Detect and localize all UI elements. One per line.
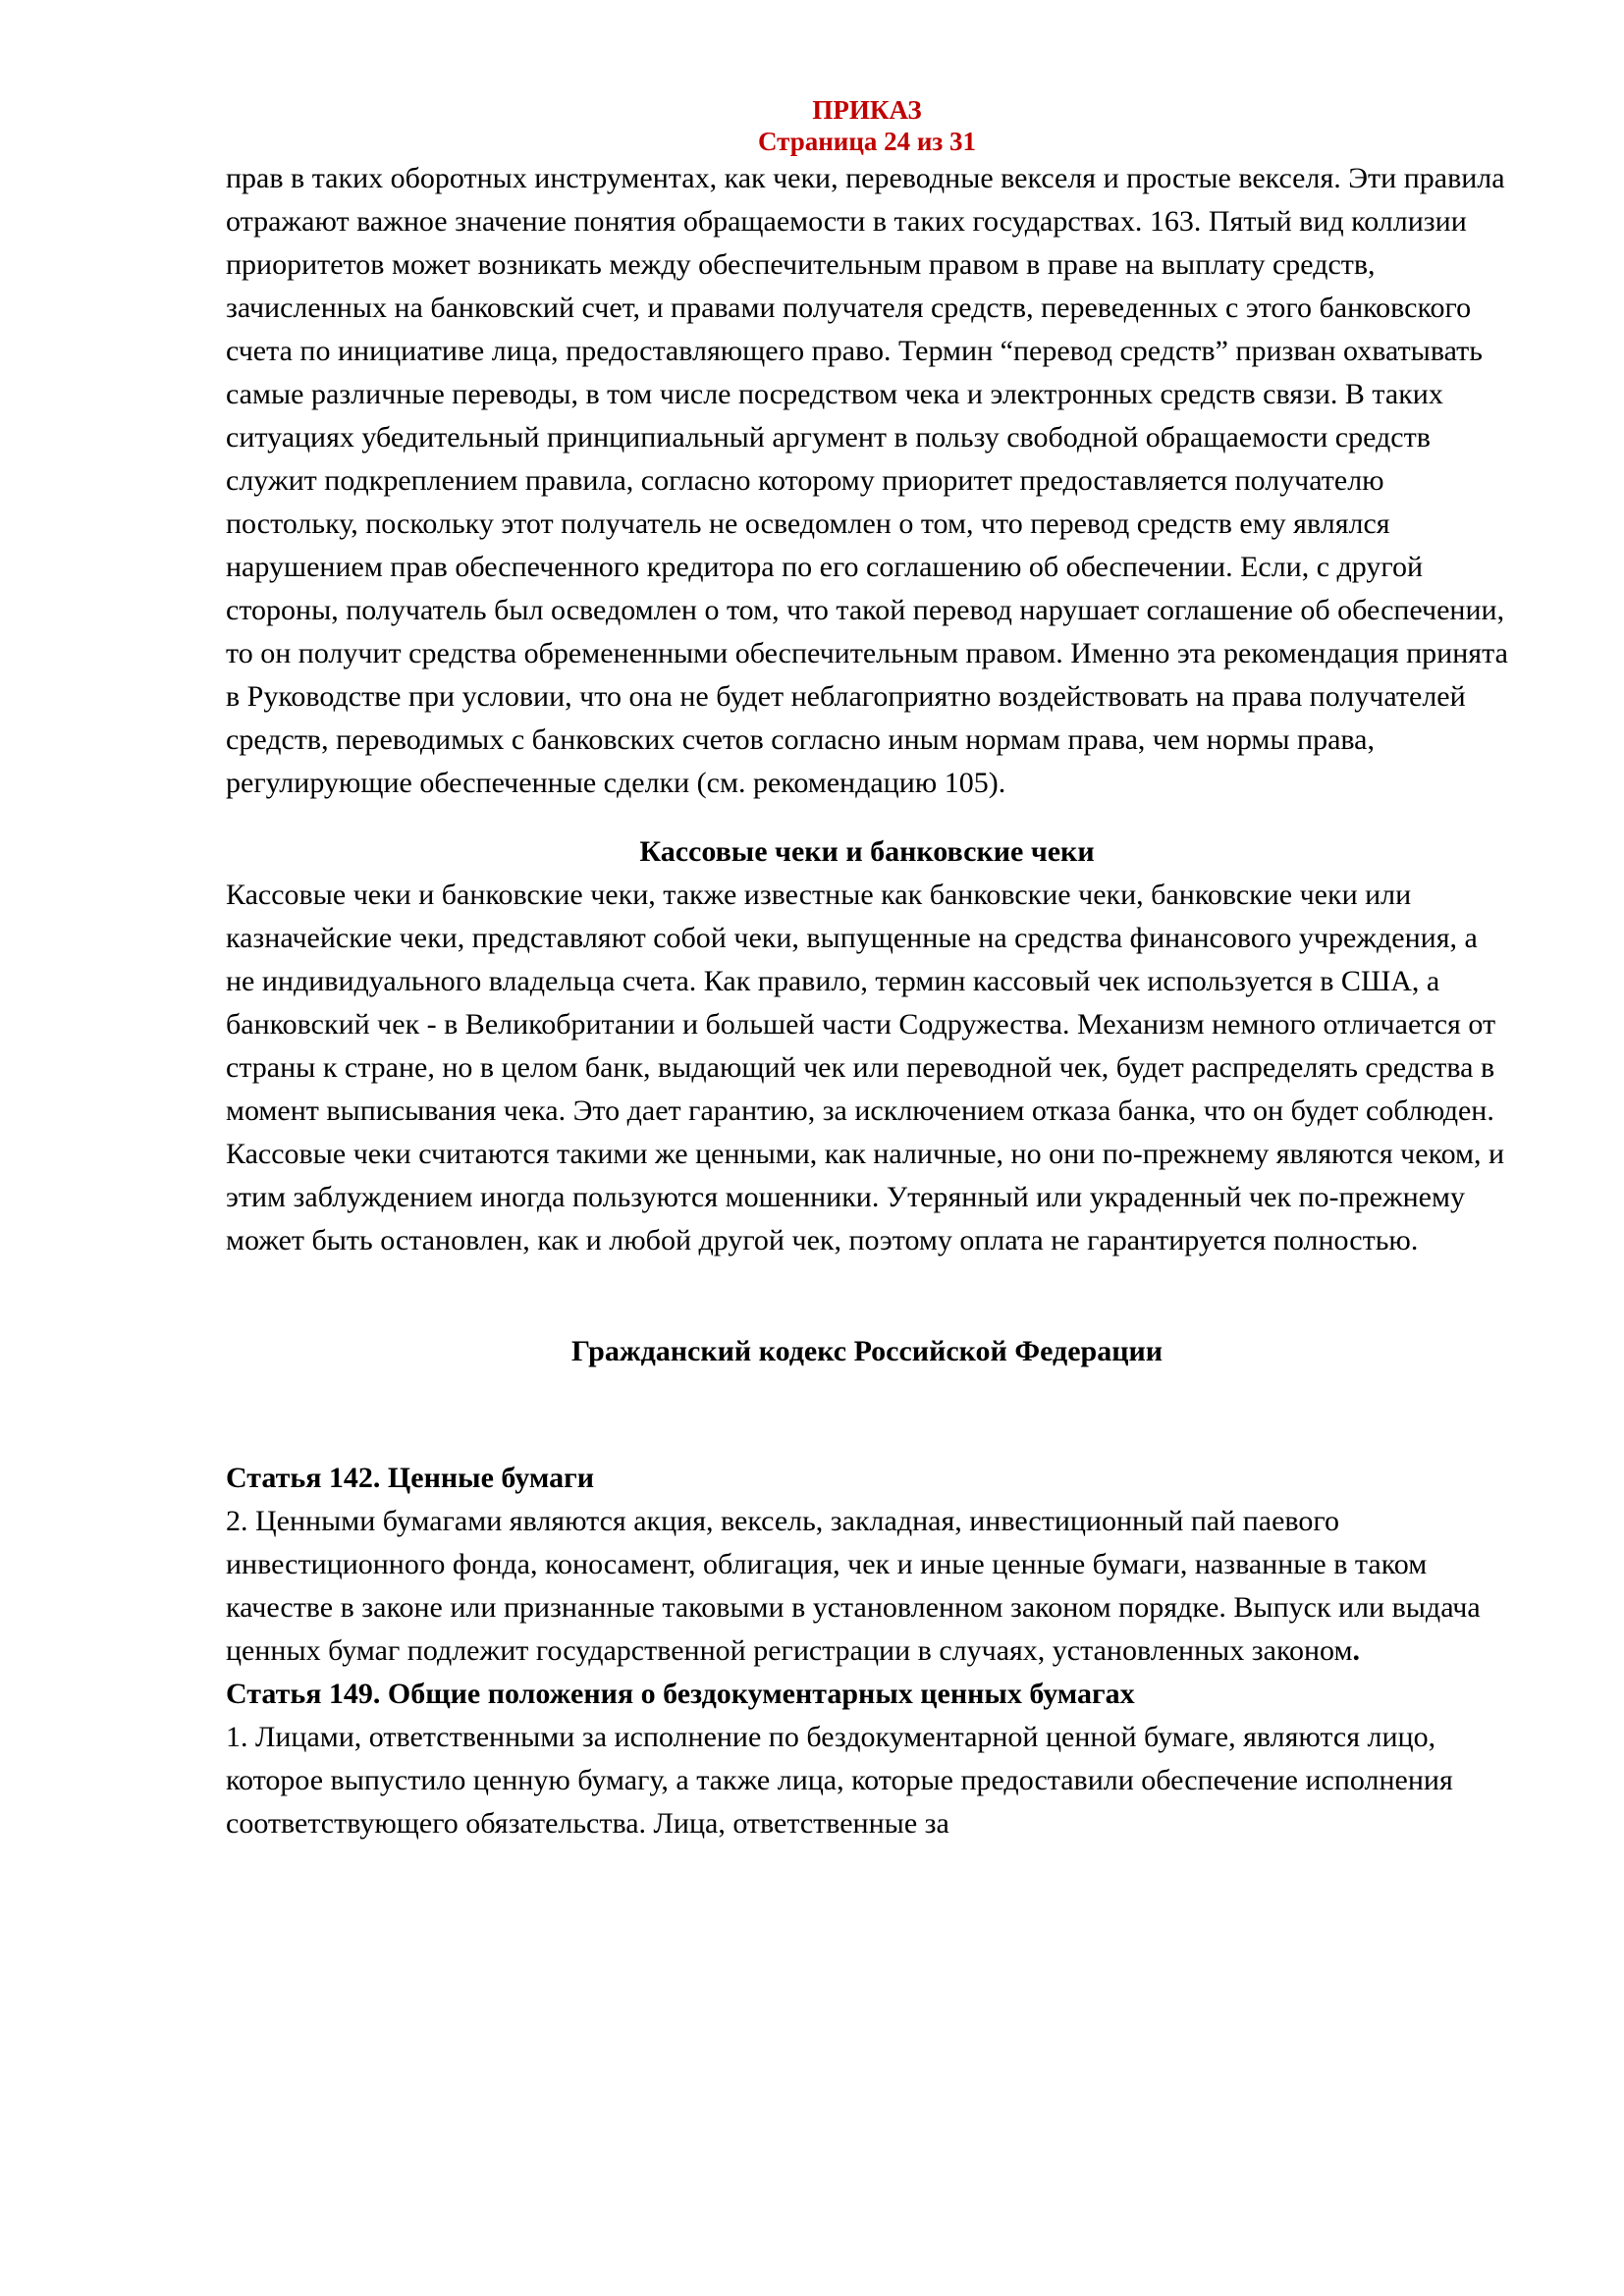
document-body (226, 157, 1508, 1845)
article-142-text-main: 2. Ценными бумагами являются акция, вексель, закладная, инвестиционный пай паевого инвестиционного фонда, коносамент, облигация, чек и иные ценные бумаги, названные в таком качестве в законе или признанные таковыми в установленном законом порядке. Выпуск или выдача ценных бумаг подлежит государственной регистрации в случаях, установленных законом (226, 1505, 1481, 1667)
document-title: ПРИКАЗ (812, 95, 922, 125)
document-header (226, 94, 1508, 157)
article-149-title: Статья 149. Общие положения о бездокументарных ценных бумагах (226, 1678, 1135, 1710)
paragraph-cashier-checks: Кассовые чеки и банковские чеки, также известные как банковские чеки, банковские чеки или казначейские чеки, представляют собой чеки, выпущенные на средства финансового учреждения, а не индивидуального владельца счета. Как правило, термин кассовый чек используется в США, а банковский чек - в Великобритании и большей части Содружества. Механизм немного отличается от страны к стране, но в целом банк, выдающий чек или переводной чек, будет распределять средства в момент выписывания чека. Это дает гарантию, за исключением отказа банка, что он будет соблюден. Кассовые чеки считаются такими же ценными, как наличные, но они по-прежнему являются чеком, и этим заблуждением иногда пользуются мошенники. Утерянный или украденный чек по-прежнему может быть остановлен, как и любой другой чек, поэтому оплата не гарантируется полностью. (226, 879, 1505, 1256)
article-142-bold-period: . (1352, 1634, 1360, 1667)
articles-block (226, 1457, 1508, 1845)
article-149-text: 1. Лицами, ответственными за исполнение по бездокументарной ценной бумаге, являются лицо, которое выпустило ценную бумагу, а также лица, которые предоставили обеспечение исполнения соответствующего обязательства. Лица, ответственные за (226, 1721, 1453, 1840)
paragraph-negotiable-instruments: прав в таких оборотных инструментах, как чеки, переводные векселя и простые векселя. Эти правила отражают важное значение понятия обращаемости в таких государствах. 163. Пятый вид коллизии приоритетов может возникать между обеспечительным правом в праве на выплату средств, зачисленных на банковский счет, и правами получателя средств, переведенных с этого банковского счета по инициативе лица, предоставляющего право. Термин “перевод средств” призван охватывать самые различные переводы, в том числе посредством чека и электронных средств связи. В таких ситуациях убедительный принципиальный аргумент в пользу свободной обращаемости средств служит подкреплением правила, согласно которому приоритет предоставляется получателю постольку, поскольку этот получатель не осведомлен о том, что перевод средств ему являлся нарушением прав обеспеченного кредитора по его соглашению об обеспечении. Если, с другой стороны, получатель был осведомлен о том, что такой перевод нарушает соглашение об обеспечении, то он получит средства обремененными обеспечительным правом. Именно эта рекомендация принята в Руководстве при условии, что она не будет неблагоприятно воздействовать на права получателей средств, переводимых с банковских счетов согласно иным нормам права, чем нормы права, регулирующие обеспеченные сделки (см. рекомендацию 105). (226, 162, 1508, 799)
page-number-indicator: Страница 24 из 31 (757, 127, 977, 156)
heading-civil-code: Гражданский кодекс Российской Федерации (570, 1335, 1164, 1367)
heading-cashier-checks: Кассовые чеки и банковские чеки (639, 835, 1095, 868)
article-142-title: Статья 142. Ценные бумаги (226, 1462, 594, 1494)
article-142-text (226, 1500, 1508, 1673)
